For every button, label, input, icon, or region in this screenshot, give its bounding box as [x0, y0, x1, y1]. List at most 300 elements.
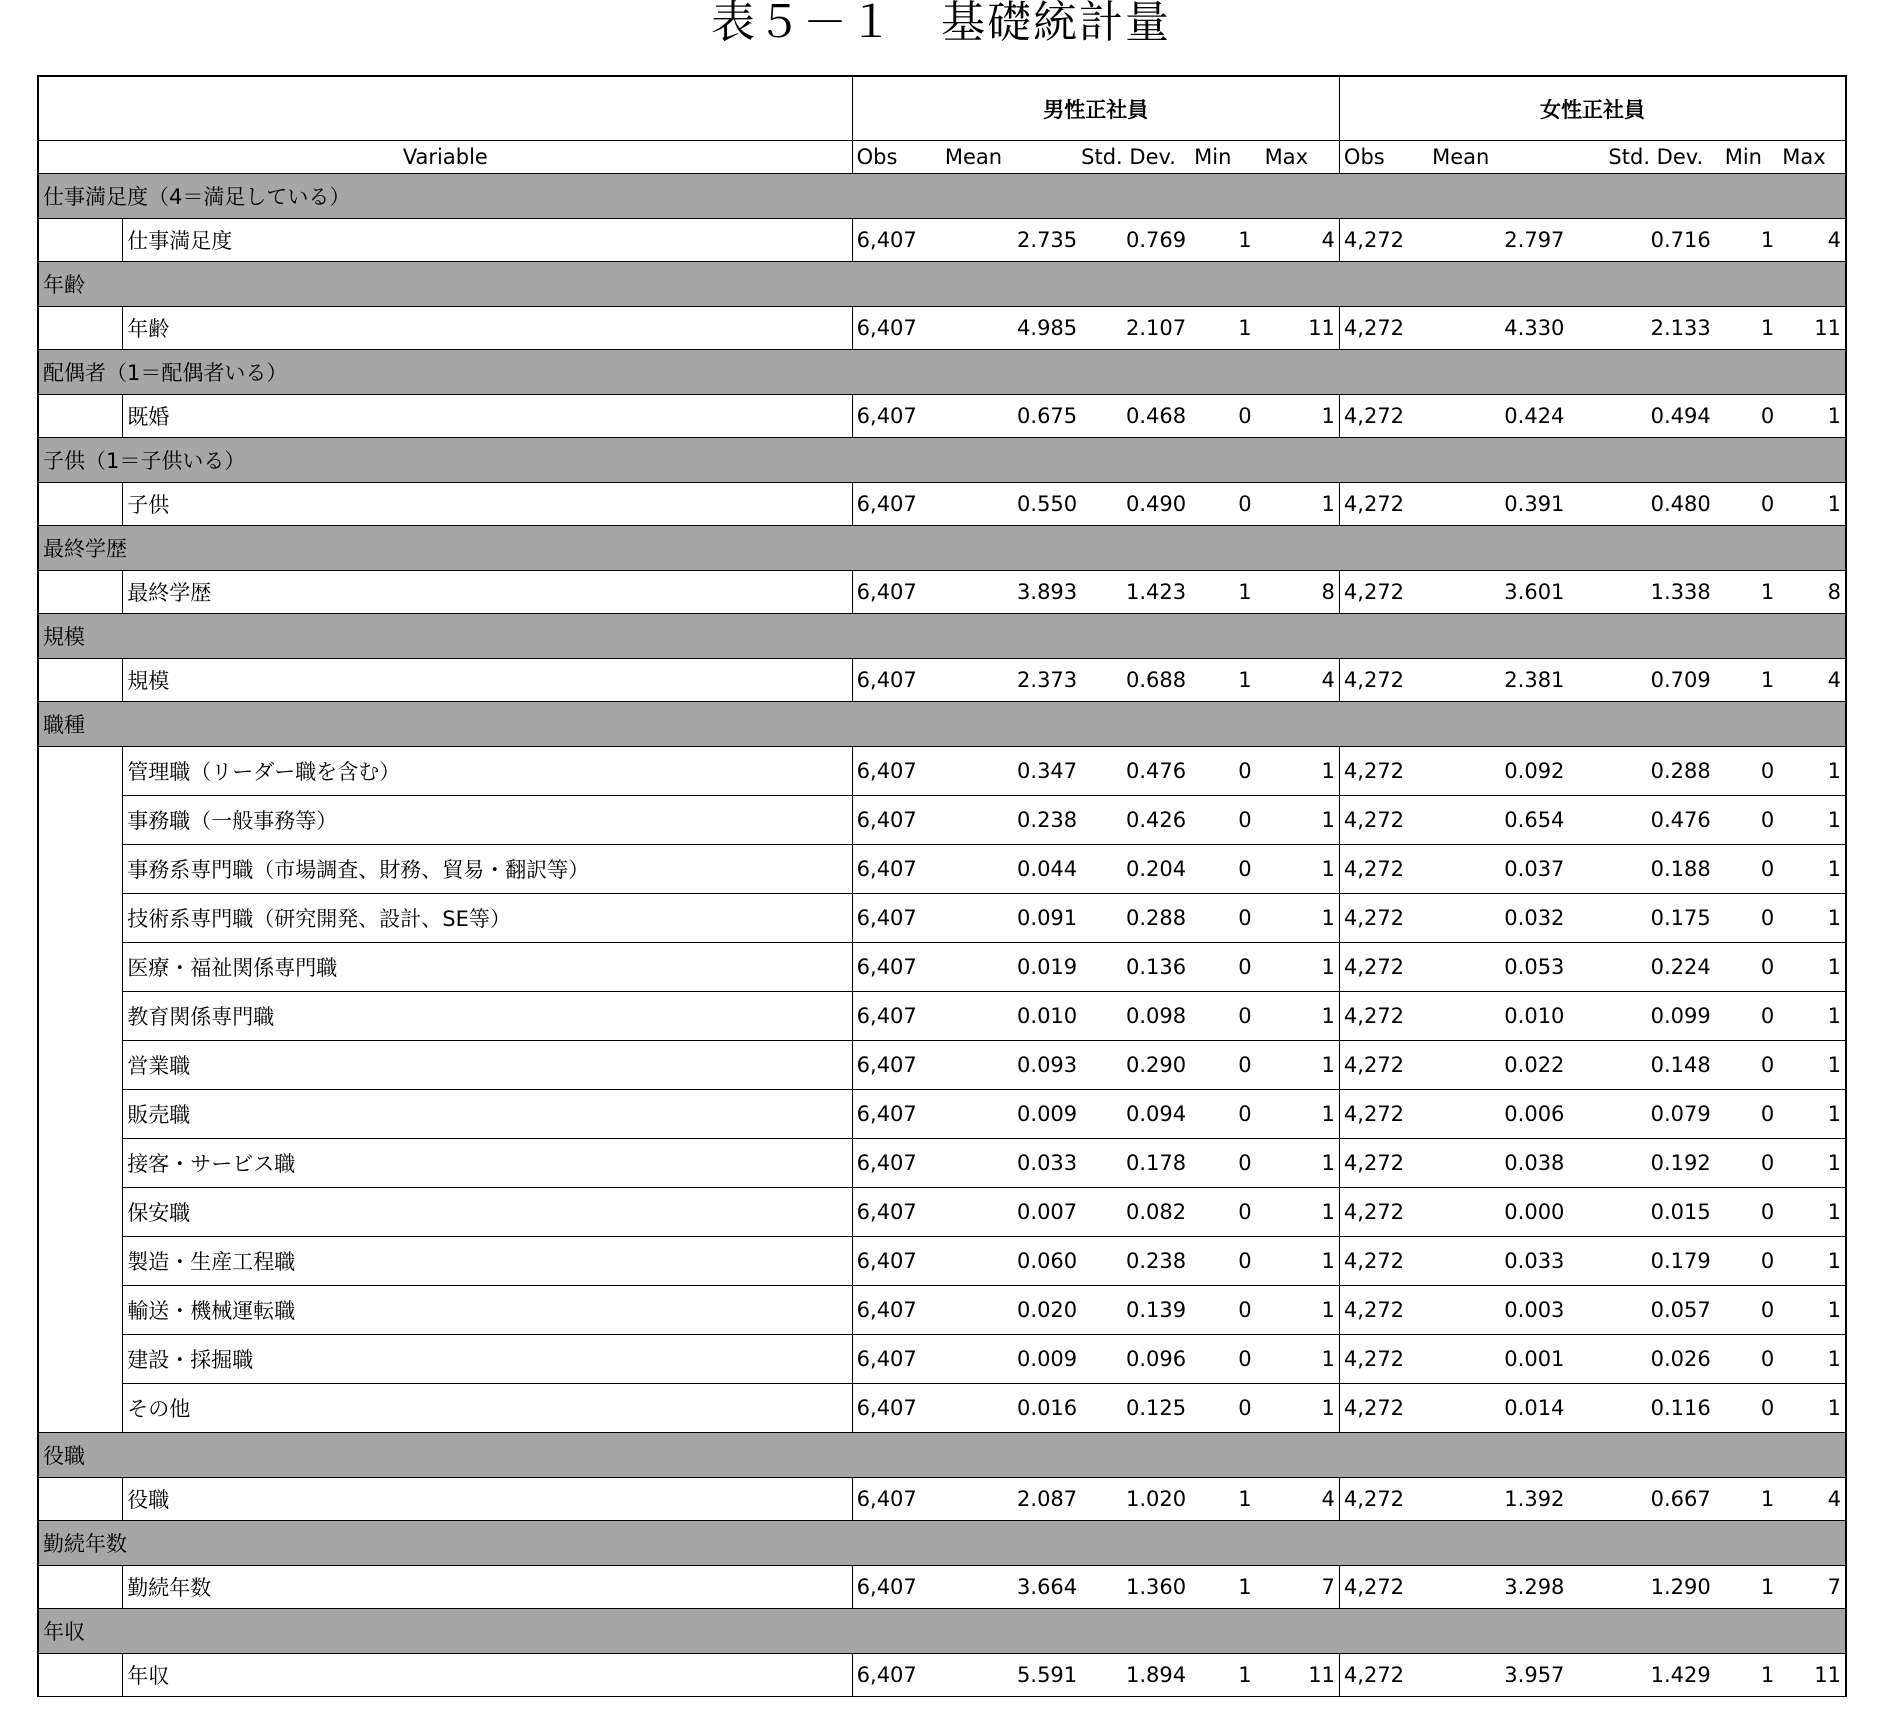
female-mean-header: Mean	[1420, 141, 1568, 174]
female-obs-cell: 4,272	[1339, 1090, 1420, 1139]
male-std-header: Std. Dev.	[1081, 141, 1190, 174]
female-std-cell: 1.290	[1568, 1566, 1714, 1609]
table-row	[38, 845, 1846, 894]
male-mean-cell: 3.893	[933, 571, 1081, 614]
table-row	[38, 1478, 1846, 1521]
table-row	[38, 659, 1846, 702]
female-mean-cell: 0.032	[1420, 894, 1568, 943]
male-min-cell: 1	[1190, 1478, 1256, 1521]
category-row	[38, 1609, 1846, 1654]
female-min-cell: 0	[1715, 992, 1779, 1041]
table-row	[38, 796, 1846, 845]
female-mean-cell: 3.601	[1420, 571, 1568, 614]
male-min-cell: 1	[1190, 1566, 1256, 1609]
male-max-cell: 7	[1256, 1566, 1340, 1609]
female-min-cell: 0	[1715, 845, 1779, 894]
female-mean-cell: 0.014	[1420, 1384, 1568, 1433]
category-label: 勤続年数	[38, 1521, 1846, 1566]
male-min-cell: 0	[1190, 1335, 1256, 1384]
female-max-cell: 1	[1778, 747, 1846, 796]
female-mean-cell: 4.330	[1420, 307, 1568, 350]
female-max-cell: 1	[1778, 845, 1846, 894]
female-obs-cell: 4,272	[1339, 943, 1420, 992]
variable-label: 既婚	[123, 395, 852, 438]
table-row	[38, 1654, 1846, 1697]
male-std-cell: 1.423	[1081, 571, 1190, 614]
variable-label: 事務職（一般事務等）	[123, 796, 852, 845]
male-min-cell: 0	[1190, 1286, 1256, 1335]
female-mean-cell: 0.000	[1420, 1188, 1568, 1237]
female-mean-cell: 1.392	[1420, 1478, 1568, 1521]
table-row	[38, 1286, 1846, 1335]
male-mean-cell: 0.033	[933, 1139, 1081, 1188]
male-min-cell: 0	[1190, 1384, 1256, 1433]
male-std-cell: 2.107	[1081, 307, 1190, 350]
female-std-cell: 0.709	[1568, 659, 1714, 702]
male-std-cell: 0.468	[1081, 395, 1190, 438]
variable-label: 建設・採掘職	[123, 1335, 852, 1384]
table-row	[38, 571, 1846, 614]
male-std-cell: 0.769	[1081, 219, 1190, 262]
male-mean-cell: 4.985	[933, 307, 1081, 350]
male-max-cell: 1	[1256, 1139, 1340, 1188]
female-max-cell: 1	[1778, 1041, 1846, 1090]
table-row	[38, 1335, 1846, 1384]
indent-cell	[38, 1237, 123, 1286]
male-max-cell: 4	[1256, 1478, 1340, 1521]
category-label: 最終学歴	[38, 526, 1846, 571]
female-std-cell: 0.476	[1568, 796, 1714, 845]
female-obs-cell: 4,272	[1339, 219, 1420, 262]
variable-header: Variable	[38, 141, 852, 174]
variable-label: 仕事満足度	[123, 219, 852, 262]
male-max-cell: 1	[1256, 796, 1340, 845]
female-mean-cell: 0.391	[1420, 483, 1568, 526]
male-min-cell: 0	[1190, 1188, 1256, 1237]
female-obs-cell: 4,272	[1339, 483, 1420, 526]
group-header-row	[38, 76, 1846, 141]
category-row	[38, 174, 1846, 219]
female-mean-cell: 0.022	[1420, 1041, 1568, 1090]
female-max-cell: 1	[1778, 796, 1846, 845]
male-min-header: Min	[1190, 141, 1256, 174]
category-label: 子供（1＝子供いる）	[38, 438, 1846, 483]
female-std-cell: 0.179	[1568, 1237, 1714, 1286]
female-max-cell: 8	[1778, 571, 1846, 614]
male-std-cell: 1.360	[1081, 1566, 1190, 1609]
male-min-cell: 0	[1190, 943, 1256, 992]
female-max-cell: 1	[1778, 1139, 1846, 1188]
female-obs-cell: 4,272	[1339, 1384, 1420, 1433]
male-mean-cell: 0.093	[933, 1041, 1081, 1090]
male-max-cell: 1	[1256, 894, 1340, 943]
female-max-cell: 11	[1778, 307, 1846, 350]
variable-label: その他	[123, 1384, 852, 1433]
male-mean-cell: 2.087	[933, 1478, 1081, 1521]
male-mean-cell: 0.091	[933, 894, 1081, 943]
male-mean-cell: 5.591	[933, 1654, 1081, 1697]
female-max-cell: 11	[1778, 1654, 1846, 1697]
female-std-cell: 0.079	[1568, 1090, 1714, 1139]
male-obs-cell: 6,407	[852, 307, 933, 350]
male-min-cell: 1	[1190, 307, 1256, 350]
female-std-cell: 0.716	[1568, 219, 1714, 262]
female-obs-cell: 4,272	[1339, 1566, 1420, 1609]
column-header-row	[38, 141, 1846, 174]
male-min-cell: 0	[1190, 845, 1256, 894]
female-max-cell: 1	[1778, 1335, 1846, 1384]
female-min-cell: 0	[1715, 796, 1779, 845]
male-max-cell: 1	[1256, 943, 1340, 992]
male-mean-cell: 0.347	[933, 747, 1081, 796]
indent-cell	[38, 1041, 123, 1090]
female-mean-cell: 0.424	[1420, 395, 1568, 438]
female-obs-cell: 4,272	[1339, 1286, 1420, 1335]
female-max-cell: 4	[1778, 1478, 1846, 1521]
male-min-cell: 0	[1190, 894, 1256, 943]
indent-cell	[38, 307, 123, 350]
female-max-cell: 1	[1778, 395, 1846, 438]
indent-cell	[38, 1139, 123, 1188]
male-obs-cell: 6,407	[852, 1654, 933, 1697]
male-mean-cell: 2.373	[933, 659, 1081, 702]
female-obs-cell: 4,272	[1339, 395, 1420, 438]
male-mean-cell: 0.010	[933, 992, 1081, 1041]
table-row	[38, 1090, 1846, 1139]
variable-label: 子供	[123, 483, 852, 526]
indent-cell	[38, 571, 123, 614]
male-obs-cell: 6,407	[852, 1090, 933, 1139]
female-max-cell: 1	[1778, 1090, 1846, 1139]
male-min-cell: 0	[1190, 1041, 1256, 1090]
male-max-cell: 1	[1256, 1286, 1340, 1335]
indent-cell	[38, 1478, 123, 1521]
female-min-cell: 1	[1715, 1654, 1779, 1697]
table-row	[38, 483, 1846, 526]
male-min-cell: 0	[1190, 483, 1256, 526]
indent-cell	[38, 943, 123, 992]
indent-cell	[38, 796, 123, 845]
female-obs-cell: 4,272	[1339, 1237, 1420, 1286]
male-obs-cell: 6,407	[852, 219, 933, 262]
male-max-cell: 4	[1256, 219, 1340, 262]
male-obs-cell: 6,407	[852, 747, 933, 796]
male-max-header: Max	[1256, 141, 1340, 174]
female-mean-cell: 3.298	[1420, 1566, 1568, 1609]
female-std-cell: 2.133	[1568, 307, 1714, 350]
male-obs-cell: 6,407	[852, 1237, 933, 1286]
male-mean-cell: 3.664	[933, 1566, 1081, 1609]
indent-cell	[38, 894, 123, 943]
table-row	[38, 1566, 1846, 1609]
female-std-cell: 0.015	[1568, 1188, 1714, 1237]
variable-label: 販売職	[123, 1090, 852, 1139]
indent-cell	[38, 1286, 123, 1335]
indent-cell	[38, 1654, 123, 1697]
male-std-cell: 0.125	[1081, 1384, 1190, 1433]
category-row	[38, 262, 1846, 307]
male-obs-cell: 6,407	[852, 1188, 933, 1237]
male-std-cell: 0.204	[1081, 845, 1190, 894]
male-obs-cell: 6,407	[852, 992, 933, 1041]
female-std-cell: 0.480	[1568, 483, 1714, 526]
female-obs-cell: 4,272	[1339, 992, 1420, 1041]
male-std-cell: 1.894	[1081, 1654, 1190, 1697]
female-min-cell: 0	[1715, 1237, 1779, 1286]
indent-cell	[38, 1188, 123, 1237]
male-min-cell: 1	[1190, 571, 1256, 614]
male-max-cell: 1	[1256, 1041, 1340, 1090]
female-obs-cell: 4,272	[1339, 1335, 1420, 1384]
female-mean-cell: 0.053	[1420, 943, 1568, 992]
female-obs-cell: 4,272	[1339, 796, 1420, 845]
male-std-cell: 0.290	[1081, 1041, 1190, 1090]
male-obs-cell: 6,407	[852, 1286, 933, 1335]
female-obs-cell: 4,272	[1339, 1041, 1420, 1090]
female-min-cell: 0	[1715, 1139, 1779, 1188]
female-min-cell: 1	[1715, 571, 1779, 614]
female-std-cell: 0.099	[1568, 992, 1714, 1041]
female-min-cell: 0	[1715, 747, 1779, 796]
male-min-cell: 0	[1190, 395, 1256, 438]
male-std-cell: 0.098	[1081, 992, 1190, 1041]
male-max-cell: 11	[1256, 307, 1340, 350]
table-row	[38, 747, 1846, 796]
category-label: 規模	[38, 614, 1846, 659]
female-std-cell: 0.224	[1568, 943, 1714, 992]
female-min-header: Min	[1715, 141, 1779, 174]
variable-label: 営業職	[123, 1041, 852, 1090]
female-std-cell: 0.116	[1568, 1384, 1714, 1433]
male-obs-cell: 6,407	[852, 395, 933, 438]
male-std-cell: 0.288	[1081, 894, 1190, 943]
female-obs-cell: 4,272	[1339, 1188, 1420, 1237]
female-mean-cell: 2.381	[1420, 659, 1568, 702]
female-obs-cell: 4,272	[1339, 571, 1420, 614]
female-min-cell: 1	[1715, 1566, 1779, 1609]
female-std-cell: 0.494	[1568, 395, 1714, 438]
female-max-cell: 1	[1778, 894, 1846, 943]
variable-label: 勤続年数	[123, 1566, 852, 1609]
male-obs-cell: 6,407	[852, 1139, 933, 1188]
table-row	[38, 894, 1846, 943]
female-obs-cell: 4,272	[1339, 845, 1420, 894]
male-mean-cell: 0.009	[933, 1090, 1081, 1139]
male-obs-cell: 6,407	[852, 1566, 933, 1609]
variable-label: 管理職（リーダー職を含む）	[123, 747, 852, 796]
male-obs-cell: 6,407	[852, 1335, 933, 1384]
table-row	[38, 1384, 1846, 1433]
male-mean-header: Mean	[933, 141, 1081, 174]
female-min-cell: 1	[1715, 219, 1779, 262]
indent-cell	[38, 845, 123, 894]
male-min-cell: 1	[1190, 659, 1256, 702]
female-max-cell: 1	[1778, 1188, 1846, 1237]
male-obs-cell: 6,407	[852, 659, 933, 702]
male-max-cell: 4	[1256, 659, 1340, 702]
category-row	[38, 526, 1846, 571]
variable-label: 保安職	[123, 1188, 852, 1237]
male-max-cell: 1	[1256, 1237, 1340, 1286]
male-mean-cell: 0.016	[933, 1384, 1081, 1433]
table-row	[38, 943, 1846, 992]
female-min-cell: 0	[1715, 395, 1779, 438]
category-row	[38, 438, 1846, 483]
female-mean-cell: 0.037	[1420, 845, 1568, 894]
female-obs-cell: 4,272	[1339, 1654, 1420, 1697]
male-max-cell: 1	[1256, 747, 1340, 796]
female-mean-cell: 2.797	[1420, 219, 1568, 262]
female-min-cell: 0	[1715, 894, 1779, 943]
variable-label: 技術系専門職（研究開発、設計、SE等）	[123, 894, 852, 943]
male-mean-cell: 0.675	[933, 395, 1081, 438]
category-label: 役職	[38, 1433, 1846, 1478]
male-obs-cell: 6,407	[852, 845, 933, 894]
female-obs-cell: 4,272	[1339, 659, 1420, 702]
female-max-cell: 4	[1778, 219, 1846, 262]
female-max-cell: 1	[1778, 483, 1846, 526]
variable-label: 規模	[123, 659, 852, 702]
female-mean-cell: 0.001	[1420, 1335, 1568, 1384]
indent-cell	[38, 747, 123, 796]
female-max-cell: 1	[1778, 1384, 1846, 1433]
female-std-cell: 0.667	[1568, 1478, 1714, 1521]
male-obs-cell: 6,407	[852, 1384, 933, 1433]
female-min-cell: 0	[1715, 1384, 1779, 1433]
table-body	[38, 76, 1846, 1697]
female-std-cell: 0.288	[1568, 747, 1714, 796]
female-obs-cell: 4,272	[1339, 307, 1420, 350]
male-obs-cell: 6,407	[852, 1478, 933, 1521]
female-mean-cell: 0.003	[1420, 1286, 1568, 1335]
female-obs-header: Obs	[1339, 141, 1420, 174]
male-obs-cell: 6,407	[852, 483, 933, 526]
male-min-cell: 0	[1190, 992, 1256, 1041]
female-max-cell: 1	[1778, 1237, 1846, 1286]
female-min-cell: 0	[1715, 1041, 1779, 1090]
female-min-cell: 1	[1715, 1478, 1779, 1521]
table-row	[38, 307, 1846, 350]
variable-label: 接客・サービス職	[123, 1139, 852, 1188]
female-std-cell: 1.429	[1568, 1654, 1714, 1697]
female-obs-cell: 4,272	[1339, 1478, 1420, 1521]
male-max-cell: 1	[1256, 483, 1340, 526]
indent-cell	[38, 483, 123, 526]
female-min-cell: 0	[1715, 483, 1779, 526]
female-std-cell: 1.338	[1568, 571, 1714, 614]
female-min-cell: 0	[1715, 1188, 1779, 1237]
female-max-cell: 1	[1778, 992, 1846, 1041]
male-mean-cell: 0.550	[933, 483, 1081, 526]
male-mean-cell: 0.238	[933, 796, 1081, 845]
male-max-cell: 1	[1256, 845, 1340, 894]
table-row	[38, 219, 1846, 262]
female-min-cell: 0	[1715, 1286, 1779, 1335]
male-std-cell: 0.688	[1081, 659, 1190, 702]
female-max-cell: 1	[1778, 943, 1846, 992]
variable-label: 教育関係専門職	[123, 992, 852, 1041]
female-obs-cell: 4,272	[1339, 1139, 1420, 1188]
male-max-cell: 1	[1256, 992, 1340, 1041]
male-min-cell: 0	[1190, 1139, 1256, 1188]
empty-corner-cell	[38, 76, 852, 141]
variable-label: 年収	[123, 1654, 852, 1697]
table-row	[38, 1188, 1846, 1237]
indent-cell	[38, 1384, 123, 1433]
male-mean-cell: 0.019	[933, 943, 1081, 992]
male-max-cell: 1	[1256, 395, 1340, 438]
female-mean-cell: 0.038	[1420, 1139, 1568, 1188]
female-obs-cell: 4,272	[1339, 747, 1420, 796]
category-row	[38, 1521, 1846, 1566]
female-std-cell: 0.057	[1568, 1286, 1714, 1335]
male-std-cell: 0.426	[1081, 796, 1190, 845]
indent-cell	[38, 395, 123, 438]
variable-label: 輸送・機械運転職	[123, 1286, 852, 1335]
female-min-cell: 0	[1715, 1090, 1779, 1139]
table-row	[38, 1041, 1846, 1090]
male-std-cell: 0.094	[1081, 1090, 1190, 1139]
female-min-cell: 0	[1715, 1335, 1779, 1384]
indent-cell	[38, 659, 123, 702]
male-obs-cell: 6,407	[852, 571, 933, 614]
variable-label: 年齢	[123, 307, 852, 350]
table-row	[38, 1237, 1846, 1286]
male-max-cell: 1	[1256, 1188, 1340, 1237]
male-mean-cell: 0.020	[933, 1286, 1081, 1335]
male-max-cell: 1	[1256, 1335, 1340, 1384]
variable-label: 製造・生産工程職	[123, 1237, 852, 1286]
male-group-header: 男性正社員	[852, 76, 1339, 141]
female-max-cell: 4	[1778, 659, 1846, 702]
category-row	[38, 1433, 1846, 1478]
male-mean-cell: 0.009	[933, 1335, 1081, 1384]
female-mean-cell: 0.654	[1420, 796, 1568, 845]
male-std-cell: 0.238	[1081, 1237, 1190, 1286]
table-title: 表５－１ 基礎統計量	[711, 0, 1171, 48]
female-std-cell: 0.175	[1568, 894, 1714, 943]
statistics-table	[37, 75, 1847, 1697]
male-obs-cell: 6,407	[852, 1041, 933, 1090]
category-label: 職種	[38, 702, 1846, 747]
female-max-cell: 7	[1778, 1566, 1846, 1609]
variable-label: 役職	[123, 1478, 852, 1521]
male-mean-cell: 0.060	[933, 1237, 1081, 1286]
male-min-cell: 0	[1190, 1090, 1256, 1139]
female-mean-cell: 0.033	[1420, 1237, 1568, 1286]
male-obs-header: Obs	[852, 141, 933, 174]
variable-label: 医療・福祉関係専門職	[123, 943, 852, 992]
male-mean-cell: 2.735	[933, 219, 1081, 262]
category-label: 年収	[38, 1609, 1846, 1654]
female-max-header: Max	[1778, 141, 1846, 174]
female-std-header: Std. Dev.	[1568, 141, 1714, 174]
female-mean-cell: 0.006	[1420, 1090, 1568, 1139]
male-min-cell: 1	[1190, 1654, 1256, 1697]
male-min-cell: 0	[1190, 747, 1256, 796]
indent-cell	[38, 1335, 123, 1384]
male-obs-cell: 6,407	[852, 894, 933, 943]
category-row	[38, 350, 1846, 395]
male-obs-cell: 6,407	[852, 796, 933, 845]
female-std-cell: 0.026	[1568, 1335, 1714, 1384]
female-min-cell: 0	[1715, 943, 1779, 992]
female-std-cell: 0.188	[1568, 845, 1714, 894]
male-std-cell: 0.136	[1081, 943, 1190, 992]
male-max-cell: 1	[1256, 1384, 1340, 1433]
variable-label: 最終学歴	[123, 571, 852, 614]
indent-cell	[38, 219, 123, 262]
